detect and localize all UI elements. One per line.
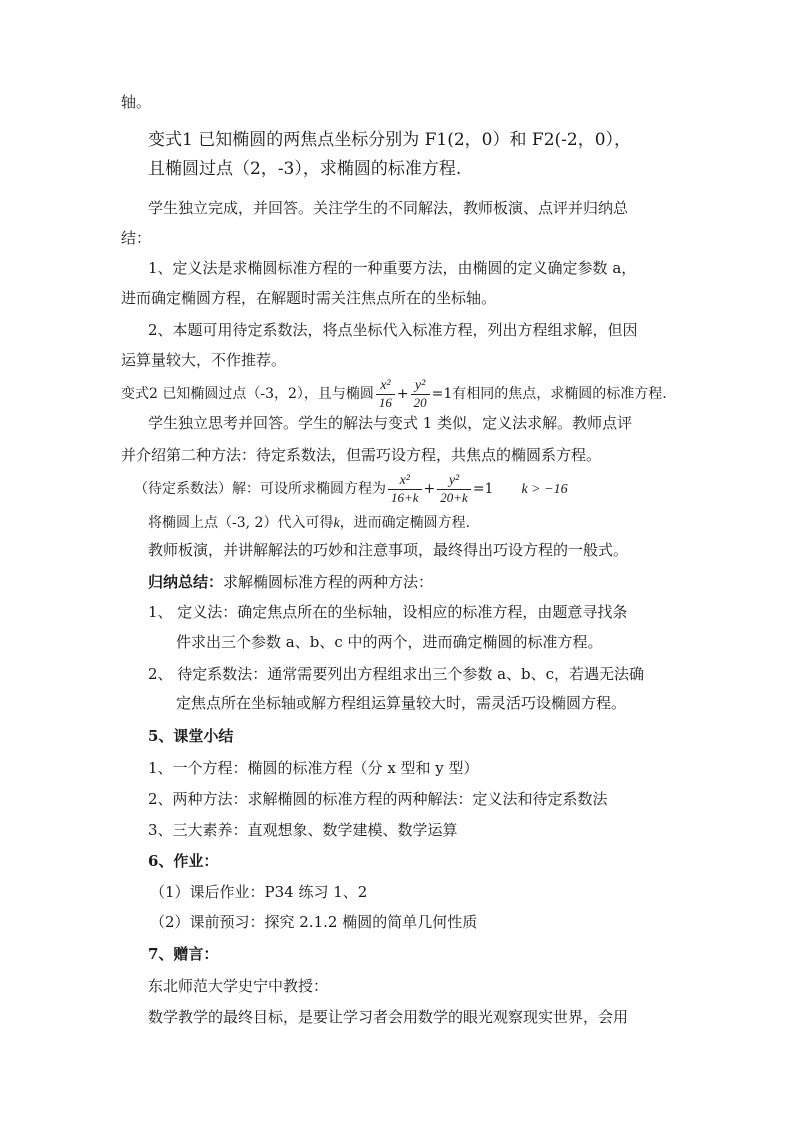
section6-item-2: （2）课前预习：探究 2.1.2 椭圆的简单几何性质 [150, 913, 478, 931]
solution-line2-b: ，进而确定椭圆方程. [339, 515, 471, 531]
solution-plus: + [423, 481, 436, 497]
variant2-frac2-numerator: y² [411, 378, 430, 395]
discussion1-line1: 学生独立完成，并回答。关注学生的不同解法，教师板演、点评并归纳总 [148, 199, 629, 217]
variant2-line [121, 376, 667, 412]
solution-line2-a: 将椭圆上点（-3, 2）代入可得 [148, 515, 334, 531]
solution-frac2-denominator: 20+k [440, 489, 468, 505]
summary-method2-line1: 2、 待定系数法：通常需要列出方程组求出三个参数 a、b、c，若遇无法确 [148, 665, 645, 683]
teacher-line: 教师板演，并讲解解法的巧妙和注意事项，最终得出巧设方程的一般式。 [148, 541, 629, 559]
summary-method2-line2: 定焦点所在坐标轴或解方程组运算量较大时，需灵活巧设椭圆方程。 [176, 694, 627, 712]
summary-title-rest: 求解椭圆标准方程的两种方法： [223, 573, 434, 591]
note2-line1: 2、本题可用待定系数法，将点坐标代入标准方程，列出方程组求解，但因 [148, 321, 638, 339]
solution-frac2-numerator: y² [437, 473, 471, 490]
variant2-fraction-y [411, 378, 430, 411]
solution-equals: =1 [472, 481, 494, 497]
section5-item-1: 1、一个方程：椭圆的标准方程（分 x 型和 y 型） [148, 759, 479, 777]
variant2-frac1-numerator: x² [376, 378, 395, 395]
solution-fraction-y [437, 473, 471, 506]
note1-line1: 1、定义法是求椭圆标准方程的一种重要方法，由椭圆的定义确定参数 a， [148, 259, 637, 277]
discussion1-line2: 结： [121, 229, 152, 247]
summary-method1-line1: 1、 定义法：确定焦点所在的坐标轴，设相应的标准方程，由题意寻找条 [148, 603, 628, 621]
solution-fraction-x [388, 473, 422, 506]
discussion2-line1: 学生独立思考并回答。学生的解法与变式 1 类似，定义法求解。教师点评 [148, 414, 633, 432]
summary-method1-line2: 件求出三个参数 a、b、c 中的两个，进而确定椭圆的标准方程。 [176, 633, 603, 651]
solution-line2 [148, 513, 470, 534]
summary-heading [148, 572, 433, 592]
section6-title: 6、作业： [148, 852, 219, 870]
variant2-frac1-denominator: 16 [378, 394, 392, 410]
section5-title: 5、课堂小结 [148, 727, 234, 745]
variant2-frac2-denominator: 20 [413, 394, 427, 410]
discussion2-line2: 并介绍第二种方法：待定系数法，但需巧设方程，共焦点的椭圆系方程。 [121, 446, 602, 464]
variant2-plus: + [396, 386, 409, 402]
note1-line2: 进而确定椭圆方程，在解题时需关注焦点所在的坐标轴。 [121, 289, 497, 307]
solution-line2-k: k [333, 516, 340, 531]
solution-condition: k > −16 [521, 482, 568, 497]
summary-title: 归纳总结： [148, 573, 224, 591]
section7-author: 东北师范大学史宁中教授： [148, 977, 329, 995]
solution-frac1-denominator: 16+k [391, 489, 419, 505]
intro-line: 轴。 [121, 93, 152, 111]
variant2-suffix: 有相同的焦点，求椭圆的标准方程. [452, 386, 667, 402]
variant2-equals: =1 [431, 386, 453, 402]
variant1-line1: 变式1 已知椭圆的两焦点坐标分别为 F1(2，0）和 F2(-2，0）， [148, 130, 632, 150]
variant1-line2: 且椭圆过点（2，-3），求椭圆的标准方程. [148, 159, 462, 179]
solution-frac1-numerator: x² [388, 473, 422, 490]
section7-quote: 数学教学的最终目标，是要让学习者会用数学的眼光观察现实世界，会用 [148, 1008, 629, 1026]
section6-item-1: （1）课后作业：P34 练习 1、2 [150, 883, 368, 901]
solution-prefix: （待定系数法）解：可设所求椭圆方程为 [134, 481, 386, 497]
note2-line2: 运算量较大，不作推荐。 [121, 351, 287, 369]
section7-title: 7、赠言： [148, 945, 219, 963]
variant2-fraction-x [376, 378, 395, 411]
section5-item-2: 2、两种方法：求解椭圆的标准方程的两种解法：定义法和待定系数法 [148, 790, 608, 808]
variant2-prefix: 变式2 已知椭圆过点（-3，2），且与椭圆 [121, 386, 374, 402]
solution-line1 [134, 470, 568, 509]
section5-item-3: 3、三大素养：直观想象、数学建模、数学运算 [148, 821, 458, 839]
